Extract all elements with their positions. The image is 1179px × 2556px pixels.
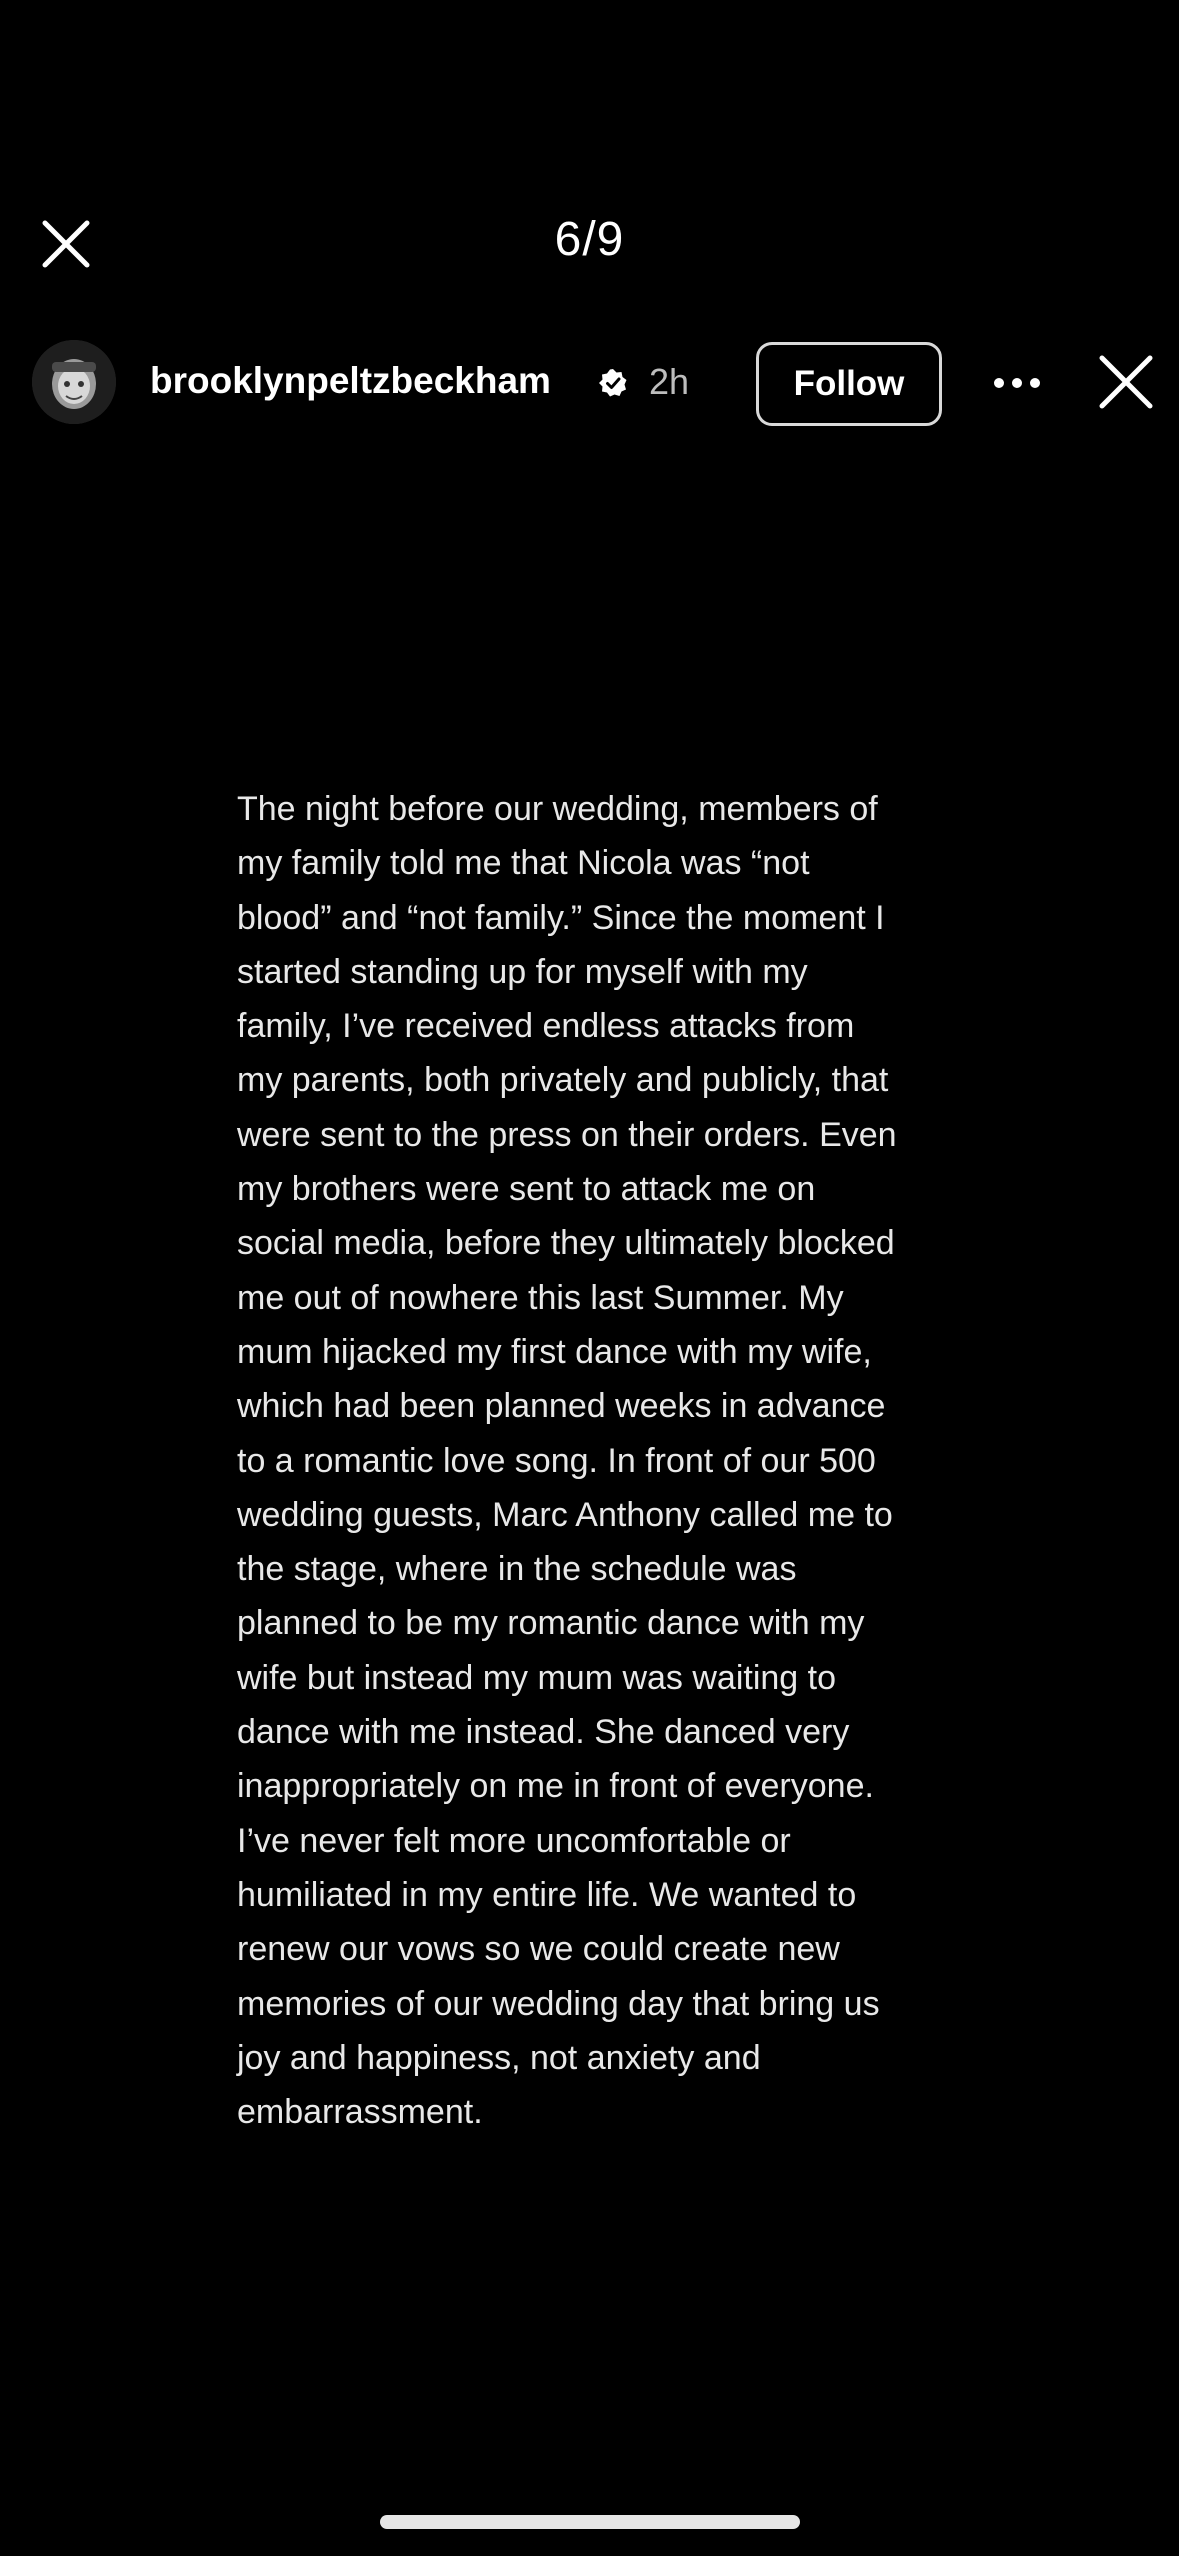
- username[interactable]: brooklynpeltzbeckham: [150, 360, 551, 401]
- home-indicator[interactable]: [380, 2515, 800, 2529]
- avatar[interactable]: [32, 340, 116, 424]
- post-time: 2h: [649, 361, 690, 402]
- more-dots-icon[interactable]: [990, 358, 1044, 408]
- follow-button[interactable]: Follow: [756, 342, 942, 426]
- story-header: [0, 340, 1179, 430]
- story-counter: 6/9: [554, 213, 625, 266]
- story-close-icon[interactable]: [1096, 352, 1156, 412]
- story-text: The night before our wedding, members of my family told me that Nicola was “not blood” and “not family.” Since the moment I started standing up for myself with my family, I’ve received endless attacks from my parents, both privately and publicly, that were sent to the press on their orders. Even my brothers were sent to attack me on social media, before they ultimately blocked me out of nowhere this last Summer. My mum hijacked my first dance with my wife, which had been planned weeks in advance to a romantic love song. In front of our 500 wedding guests, Marc Anthony called me to the stage, where in the schedule was planned to be my romantic dance with my wife but instead my mum was waiting to dance with me instead. She danced very inappropriately on me in front of everyone. I’ve never felt more uncomfortable or humiliated in my entire life. We wanted to renew our vows so we could create new memories of our wedding day that bring us joy and happiness, not anxiety and embarrassment.: [237, 790, 897, 2132]
- verified-badge-icon: [598, 368, 628, 398]
